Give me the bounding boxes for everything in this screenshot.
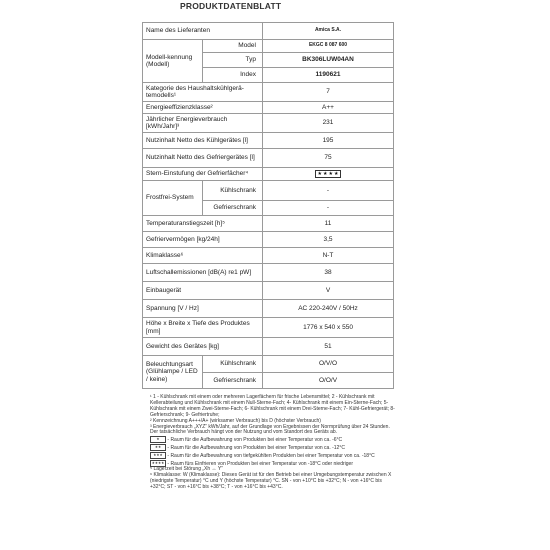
one-star-icon: ★ <box>150 436 166 443</box>
row-value: 231 <box>263 114 394 133</box>
table-row <box>143 168 394 181</box>
table-row <box>143 248 394 264</box>
row-value: Amica S.A. <box>263 23 394 40</box>
two-star-icon: ★★ <box>150 444 166 451</box>
page-title: PRODUKTDATENBLATT <box>180 1 282 11</box>
table-row <box>143 216 394 232</box>
row-value: 51 <box>263 338 394 356</box>
footnote: ¹ 1 - Kühlschrank mit einem oder mehreren Lagerfächern für frische Lebensmittel; 2 - Kühlschrank mit Kellerabteilung und Kühlschrank mit einem Null-Sterne-Fach; 4- Kühlschrank mit einem Ein-Sterne-Fach; 5- Kühlschrank mit einem Zwei-Sterne-Fach; 6- Kühlschrank mit einem Drei-Sterne-Fach; 7- Kühl-Gefriergerät; 8- Gefrierschrank; 9- Gefriertruhe; <box>150 394 395 418</box>
row-sub-label: Model <box>203 40 263 53</box>
row-label: Klimaklasse⁶ <box>143 248 263 264</box>
footnote <box>150 444 395 452</box>
row-label: Höhe x Breite x Tiefe des Produktes [mm] <box>143 318 263 338</box>
row-sub-label: Gefrierschrank <box>203 201 263 216</box>
row-value: 38 <box>263 264 394 282</box>
row-value: 3,5 <box>263 232 394 248</box>
table-row <box>143 282 394 300</box>
row-value: 195 <box>263 133 394 149</box>
freezer-star-rating-icon: ★ ★ ★ ★ <box>315 170 342 178</box>
row-label: Name des Lieferanten <box>143 23 263 40</box>
footnote: ⁶ Klimaklasse: W (Klimaklasse): Dieses Gerät ist für den Betrieb bei einer Umgebungstemperatur zwischen X (niedrigste Temperatur) °C und Y (höchste Temperatur) °C. SN - von +10°C bis +32°C; N - von +16°C bis +32°C; ST - von +16°C bis +38°C; T - von +16°C bis +43°C. <box>150 472 392 490</box>
table-row <box>143 338 394 356</box>
footnote <box>150 452 395 460</box>
footnote <box>150 436 395 444</box>
footnote-text: - Raum für die Aufbewahrung von tiefgekühlten Produkten bei einer Temperatur von ca. -18°C <box>167 452 375 459</box>
row-value <box>263 168 394 181</box>
row-label: Stern-Einstufung der Gefrierfächer⁴ <box>143 168 263 181</box>
row-label: Spannung [V / Hz] <box>143 300 263 318</box>
row-label: Energieeffizienzklasse² <box>143 102 263 114</box>
table-row <box>143 232 394 248</box>
row-sub-label: Kühlschrank <box>203 356 263 373</box>
row-value: - <box>263 201 394 216</box>
row-label: Kategorie des Haushaltskühlgerä-temodells¹ <box>143 83 263 102</box>
row-value: 11 <box>263 216 394 232</box>
footnote: ³ Energieverbrauch „XYZ“ kWh/Jahr, auf der Grundlage von Ergebnissen der Normprüfung über 24 Stunden. Der tatsächliche Verbrauch hängt von der Nutzung und vom Standort des Geräts ab. <box>150 423 390 436</box>
footnote-text: - Raum fürs Einfrieren von Produkten bei einer Temperatur von -18°C oder niedriger <box>167 460 354 467</box>
row-value: O/O/V <box>263 373 394 389</box>
row-value: O/V/O <box>263 356 394 373</box>
table-row <box>143 40 394 53</box>
row-value: EKGC 8 087 600 <box>263 40 394 53</box>
row-value: 1190621 <box>263 68 394 83</box>
row-group-label: Frostfrei-System <box>143 181 203 216</box>
four-star-icon: ★★★★ <box>151 460 165 465</box>
table-row <box>143 300 394 318</box>
row-value: AC 220-240V / 50Hz <box>263 300 394 318</box>
table-row <box>143 181 394 201</box>
product-data-table <box>142 22 394 389</box>
footnotes <box>150 395 395 491</box>
row-label: Jährlicher Energieverbrauch [kWh/Jahr]³ <box>143 114 263 133</box>
footnote: ⁵ Lagerzeit bei Störung „Xh ↔ Y“ <box>150 466 223 473</box>
row-label: Gefriervermögen [kg/24h] <box>143 232 263 248</box>
row-value: 7 <box>263 83 394 102</box>
row-group-label: Modell-kennung (Modell) <box>143 40 203 83</box>
table-row <box>143 149 394 168</box>
table-row <box>143 23 394 40</box>
footnote: ² Kennzeichnung A+++/A+ (wirksamer Verbrauch) bis D (höchster Verbrauch) <box>150 417 321 424</box>
table-row <box>143 102 394 114</box>
row-sub-label: Index <box>203 68 263 83</box>
row-sub-label: Typ <box>203 53 263 68</box>
row-value: N-T <box>263 248 394 264</box>
table-row <box>143 83 394 102</box>
row-label: Nutzinhalt Netto des Gefriergerätes [l] <box>143 149 263 168</box>
table-row <box>143 318 394 338</box>
row-label: Temperaturanstiegszeit [h]⁵ <box>143 216 263 232</box>
row-value: BK306LUW04AN <box>263 53 394 68</box>
three-star-icon: ★★★ <box>150 452 166 459</box>
table-row <box>143 114 394 133</box>
row-label: Luftschallemissionen [dB(A) re1 pW] <box>143 264 263 282</box>
row-sub-label: Gefrierschrank <box>203 373 263 389</box>
row-value: A++ <box>263 102 394 114</box>
row-label: Gewicht des Gerätes [kg] <box>143 338 263 356</box>
footnote-text: - Raum für die Aufbewahrung von Produkten bei einer Temperatur von ca. -6°C <box>167 437 343 444</box>
row-value: - <box>263 181 394 201</box>
row-sub-label: Kühlschrank <box>203 181 263 201</box>
row-label: Einbaugerät <box>143 282 263 300</box>
row-value: V <box>263 282 394 300</box>
table-row <box>143 133 394 149</box>
row-value: 75 <box>263 149 394 168</box>
footnote-text: - Raum für die Aufbewahrung von Produkten bei einer Temperatur von ca. -12°C <box>167 444 345 451</box>
row-label: Nutzinhalt Netto des Kühlgerätes [l] <box>143 133 263 149</box>
row-group-label: Beleuchtungsart (Glühlampe / LED / keine) <box>143 356 203 389</box>
table-row <box>143 264 394 282</box>
table-row <box>143 356 394 373</box>
row-value: 1776 x 540 x 550 <box>263 318 394 338</box>
